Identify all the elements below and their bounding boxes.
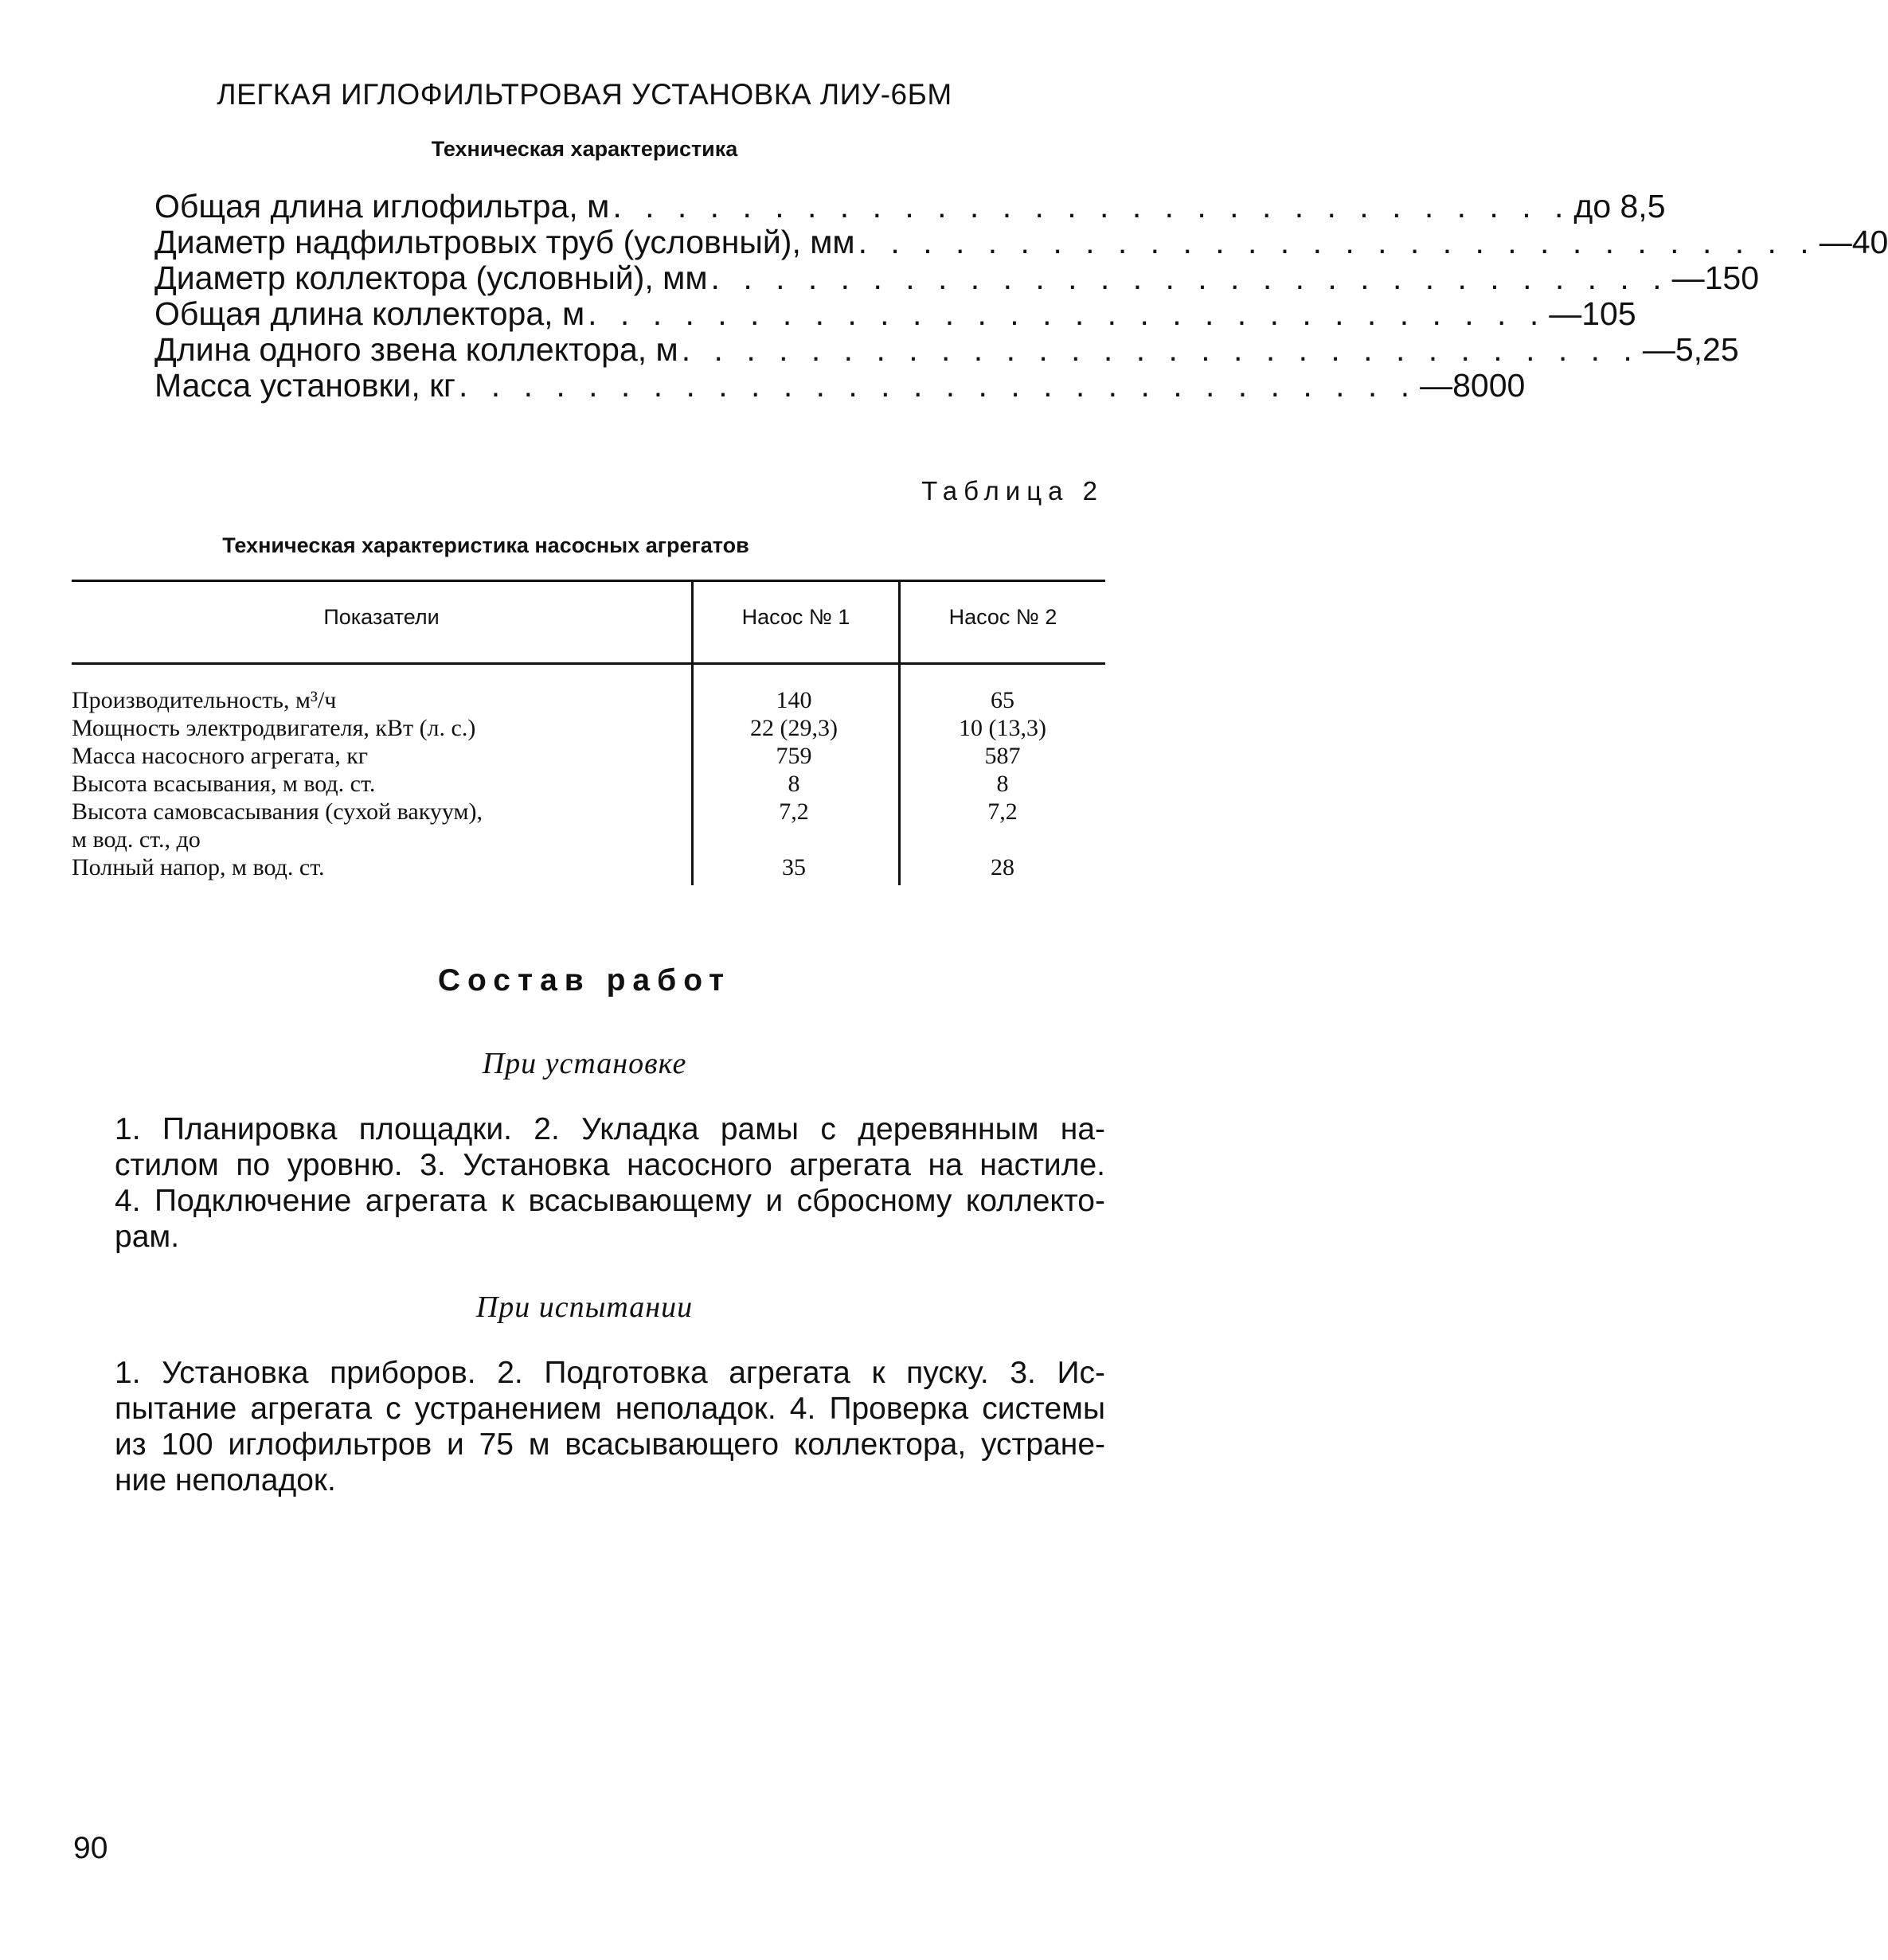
spec-row bbox=[154, 260, 1760, 296]
table-row bbox=[72, 853, 1105, 881]
table-cell: 65 bbox=[991, 687, 1014, 713]
table-cell: Мощность электродвигателя, кВт (л. с.) bbox=[72, 715, 476, 741]
table-cell: 7,2 bbox=[987, 798, 1018, 825]
testing-heading: При испытании bbox=[475, 1290, 694, 1324]
table-cell-line: м вод. ст., до bbox=[72, 826, 201, 853]
paragraph-line: 1. Планировка площадки. 2. Укладка рамы с деревянным на- bbox=[115, 1112, 1105, 1146]
table-cell: 759 bbox=[776, 743, 812, 769]
section-title: Состав работ bbox=[437, 963, 732, 998]
table-caption: Техническая характеристика насосных агрегатов bbox=[222, 533, 749, 557]
leader-dots: . . . . . . . . . . . . . . . . . . . . . . . . . . . . . . bbox=[588, 295, 1546, 332]
table-cell: 140 bbox=[776, 687, 812, 713]
table-row bbox=[72, 742, 1105, 770]
spec-row bbox=[154, 367, 1526, 404]
table-header-cell: Насос № 2 bbox=[948, 605, 1057, 629]
paragraph-line: из 100 иглофильтров и 75 м всасывающего коллектора, устране- bbox=[115, 1427, 1105, 1462]
table-row bbox=[72, 714, 1105, 742]
table-cell bbox=[72, 798, 677, 853]
spec-row bbox=[154, 188, 1666, 225]
table-cell: Масса насосного агрегата, кг bbox=[72, 743, 369, 769]
paragraph-line: 4. Подключение агрегата к всасывающему и сбросному коллекто- bbox=[115, 1184, 1105, 1218]
table-cell: 22 (29,3) bbox=[750, 715, 838, 741]
table-cell: Полный напор, м вод. ст. bbox=[72, 854, 325, 880]
spec-label: Общая длина коллектора, м bbox=[154, 295, 585, 332]
table-cell: 8 bbox=[788, 771, 800, 797]
table-row bbox=[72, 798, 1105, 853]
table-body bbox=[72, 686, 1105, 881]
paragraph-line: рам. bbox=[115, 1220, 180, 1254]
installation-subtitle: Техническая характеристика bbox=[431, 137, 738, 161]
table-cell: Производительность, м³/ч bbox=[72, 687, 337, 713]
install-heading: При установке bbox=[482, 1047, 687, 1080]
spec-label: Общая длина иглофильтра, м bbox=[154, 188, 610, 225]
table-header-cell: Показатели bbox=[323, 605, 440, 629]
paragraph-line: 1. Установка приборов. 2. Подготовка агрегата к пуску. 3. Ис- bbox=[115, 1356, 1105, 1390]
table-cell: 28 bbox=[991, 854, 1014, 880]
table-cell: 10 (13,3) bbox=[959, 715, 1046, 741]
leader-dots: . . . . . . . . . . . . . . . . . . . . . . . . . . . . . . bbox=[612, 188, 1571, 225]
spec-value: —5,25 bbox=[1642, 331, 1739, 368]
install-paragraph bbox=[115, 1111, 1105, 1255]
spec-row bbox=[154, 295, 1636, 332]
spec-value: —105 bbox=[1549, 295, 1636, 332]
table-header-rule bbox=[72, 662, 1105, 665]
leader-dots: . . . . . . . . . . . . . . . . . . . . . . . . . . . . . . bbox=[858, 224, 1816, 260]
spec-row bbox=[154, 224, 1888, 260]
spec-list bbox=[154, 188, 1888, 404]
table-header-cell: Насос № 1 bbox=[741, 605, 850, 629]
table-cell: 587 bbox=[984, 743, 1021, 769]
table-cell: 35 bbox=[782, 854, 806, 880]
table-number: Таблица 2 bbox=[921, 476, 1104, 506]
table-row bbox=[72, 770, 1105, 798]
paragraph-line: стилом по уровню. 3. Установка насосного агрегата на настиле. bbox=[115, 1148, 1105, 1182]
table-cell-line: Высота самовсасывания (сухой вакуум), bbox=[72, 798, 483, 825]
table-row bbox=[72, 686, 1105, 714]
installation-title: ЛЕГКАЯ ИГЛОФИЛЬТРОВАЯ УСТАНОВКА ЛИУ-6БМ bbox=[217, 78, 952, 111]
table-cell: Высота всасывания, м вод. ст. bbox=[72, 771, 376, 797]
leader-dots: . . . . . . . . . . . . . . . . . . . . . . . . . . . . . . bbox=[459, 367, 1417, 404]
table-cell: 8 bbox=[996, 771, 1009, 797]
spec-value: до 8,5 bbox=[1573, 188, 1666, 225]
spec-label: Диаметр коллектора (условный), мм bbox=[154, 260, 708, 296]
table-cell: 7,2 bbox=[779, 798, 809, 825]
spec-value: —8000 bbox=[1420, 367, 1526, 404]
spec-value: —40 bbox=[1819, 224, 1888, 260]
spec-row bbox=[154, 331, 1739, 368]
page-number: 90 bbox=[73, 1831, 108, 1865]
spec-label: Масса установки, кг bbox=[154, 367, 456, 404]
spec-value: —150 bbox=[1671, 260, 1760, 296]
paragraph-line: пытание агрегата с устранением неполадок. 4. Проверка системы bbox=[115, 1392, 1105, 1426]
testing-paragraph bbox=[115, 1355, 1105, 1498]
spec-label: Длина одного звена коллектора, м bbox=[154, 331, 678, 368]
paragraph-line: ние неполадок. bbox=[115, 1463, 336, 1497]
table-top-rule bbox=[72, 580, 1105, 582]
spec-label: Диаметр надфильтровых труб (условный), мм bbox=[154, 224, 855, 260]
leader-dots: . . . . . . . . . . . . . . . . . . . . . . . . . . . . . . bbox=[710, 260, 1669, 296]
leader-dots: . . . . . . . . . . . . . . . . . . . . . . . . . . . . . . bbox=[681, 331, 1640, 368]
